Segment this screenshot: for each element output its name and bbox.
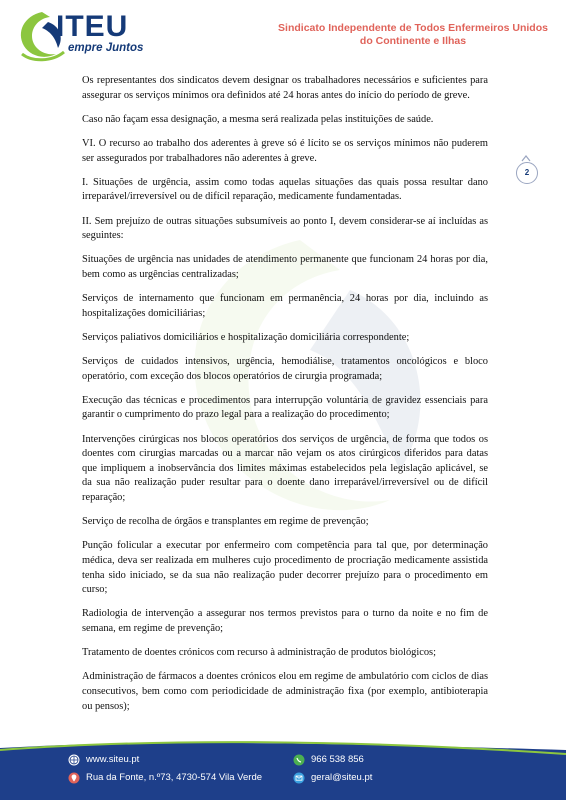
email-icon bbox=[293, 772, 305, 784]
footer-background bbox=[0, 740, 566, 800]
paragraph: Punção folicular a executar por enfermeiro com competência para tal que, por determinação médica, deva ser realizada em mulheres cujo procedimento de procriação medicamente assistida tenha sido iniciado, se da sua não realização puder decorrer prejuízo para o procedimento em curso; bbox=[82, 540, 488, 596]
paragraph: Serviços de internamento que funcionam em permanência, 24 horas por dia, incluindo as hospitalizações domiciliárias; bbox=[82, 293, 488, 319]
page-number: 2 bbox=[516, 162, 538, 184]
paragraph: Radiologia de intervenção a assegurar nos termos previstos para o turno da noite e no fim de semana, em regime de prevenção; bbox=[82, 608, 488, 634]
paragraph: Serviços paliativos domiciliários e hospitalização domiciliária correspondente; bbox=[82, 331, 410, 343]
logo-title: ITEU bbox=[56, 10, 129, 43]
website-link[interactable]: www.siteu.pt bbox=[86, 754, 140, 765]
paragraph: I. Situações de urgência, assim como todas aquelas situações das quais possa resultar dano irreparável/irreversível ou de difícil reparação, medicamente fundamentadas. bbox=[82, 176, 488, 203]
phone-link[interactable]: 966 538 856 bbox=[311, 754, 364, 765]
paragraph: Situações de urgência nas unidades de atendimento permanente que funcionam 24 horas por dia, bem como as urgências centralizadas; bbox=[82, 254, 488, 280]
whatsapp-icon bbox=[293, 754, 305, 766]
location-pin-icon bbox=[68, 772, 80, 784]
logo-subtitle: empre Juntos bbox=[68, 42, 144, 54]
email-link[interactable]: geral@siteu.pt bbox=[311, 772, 373, 783]
globe-icon bbox=[68, 754, 80, 766]
address-text: Rua da Fonte, n.º73, 4730-574 Vila Verde bbox=[86, 772, 263, 783]
organization-name bbox=[268, 22, 558, 48]
paragraph: Serviços de cuidados intensivos, urgência, hemodiálise, tratamentos oncológicos e bloco operatório, com exceção dos blocos operatórios de cirurgia programada; bbox=[82, 356, 488, 382]
siteu-logo bbox=[12, 8, 162, 64]
paragraph: Serviço de recolha de órgãos e transplantes em regime de prevenção; bbox=[82, 516, 369, 528]
org-line-2: do Continente e Ilhas bbox=[359, 35, 467, 47]
chevron-up-icon bbox=[521, 155, 531, 162]
page-header bbox=[0, 0, 566, 75]
paragraph: Tratamento de doentes crónicos com recurso à administração de produtos biológicos; bbox=[82, 647, 436, 659]
paragraph: Intervenções cirúrgicas nos blocos operatórios dos serviços de urgência, de forma que todos os doentes com cirurgias marcadas ou a marcar não vejam os atos cirúrgicos diferidos para datas que impliquem a inobservância dos limites máximas estabelecidos pela legislação aplicável, se da sua não realização puder resultar para o doente dano irreparável/irreversível ou de difícil reparação; bbox=[82, 433, 488, 503]
paragraph: Os representantes dos sindicatos devem designar os trabalhadores necessários e suficientes para assegurar os serviços mínimos ora definidos até 24 horas antes do início do período de greve. bbox=[82, 75, 488, 101]
paragraph: Administração de fármacos a doentes crónicos elou em regime de ambulatório com ciclos de dias consecutivos, bem como com periodicidade de administração fixa (por exemplo, antibioterapia ou pensos); bbox=[82, 671, 488, 712]
paragraph: Caso não façam essa designação, a mesma será realizada pelas instituições de saúde. bbox=[82, 113, 434, 125]
paragraph: VI. O recurso ao trabalho dos aderentes à greve só é lícito se os serviços mínimos não puderem ser assegurados por trabalhadores não aderentes à greve. bbox=[82, 137, 488, 164]
page-footer bbox=[0, 740, 566, 800]
paragraph: Execução das técnicas e procedimentos para interrupção voluntária de gravidez essenciais para garantir o cumprimento do prazo legal para a realização do procedimento; bbox=[82, 394, 488, 421]
paragraph: II. Sem prejuízo de outras situações subsumíveis ao ponto I, devem considerar-se aí incluídas as seguintes: bbox=[82, 215, 488, 242]
document-body bbox=[82, 74, 488, 724]
org-line-1: Sindicato Independente de Todos Enfermeiros Unidos bbox=[278, 22, 548, 34]
